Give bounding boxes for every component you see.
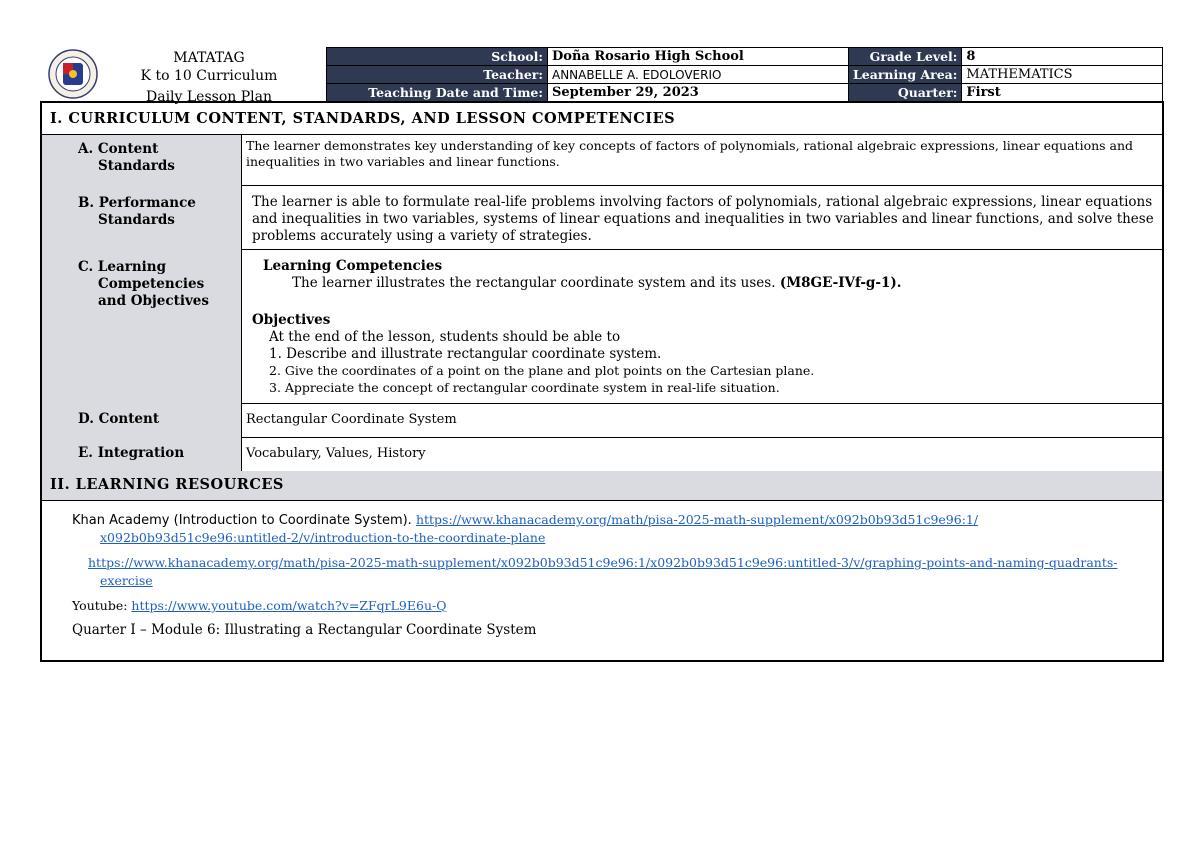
section-2-title: II. LEARNING RESOURCES bbox=[50, 476, 284, 493]
label-line: Standards bbox=[98, 158, 175, 174]
khan-resource-2-continued bbox=[100, 572, 153, 589]
competencies-code: (M8GE-IVf-g-1). bbox=[779, 275, 902, 291]
objective-item: 3. Appreciate the concept of rectangular coordinate system in real-life situation. bbox=[269, 380, 780, 395]
objectives-heading: Objectives bbox=[252, 312, 331, 328]
competencies-text: The learner illustrates the rectangular coordinate system and its uses. bbox=[292, 275, 776, 291]
header-title-block bbox=[44, 47, 326, 105]
quarter-value: First bbox=[962, 84, 1163, 102]
school-label: School: bbox=[327, 48, 548, 66]
content-standards-text: The learner demonstrates key understanding of key concepts of factors of polynomials, rational algebraic expressions, linear equations and inequalities in two variables and linear functions. bbox=[246, 138, 1134, 169]
performance-standards-text: The learner is able to formulate real-life problems involving factors of polynomials, rational algebraic expressions, linear equations and inequalities in two variables, systems of linear equations and inequalities in two variables and linear functions, and solve these problems accurately using a variety of strategies. bbox=[252, 194, 1154, 244]
khan-prefix: Khan Academy (Introduction to Coordinate System). bbox=[72, 513, 412, 528]
header-line-2: K to 10 Curriculum bbox=[140, 68, 278, 84]
khan-link-2[interactable]: https://www.khanacademy.org/math/pisa-2025-math-supplement/x092b0b93d51c9e96:1/x092b0b93d51c9e96:untitled-3/v/graphing-points-and-naming-quadrants- bbox=[88, 555, 1118, 570]
khan-link-2-continued[interactable]: exercise bbox=[100, 573, 153, 588]
label-line: B. Performance bbox=[78, 195, 196, 211]
section-2-header bbox=[42, 471, 1162, 501]
competencies-label bbox=[42, 249, 242, 403]
content-text: Rectangular Coordinate System bbox=[246, 412, 457, 427]
grade-level-value: 8 bbox=[962, 48, 1163, 66]
competencies-content bbox=[243, 249, 1162, 403]
competencies-heading: Learning Competencies bbox=[263, 258, 443, 274]
teaching-date-label: Teaching Date and Time: bbox=[327, 84, 548, 102]
khan-link-1[interactable]: https://www.khanacademy.org/math/pisa-2025-math-supplement/x092b0b93d51c9e96:1/ bbox=[415, 512, 979, 527]
youtube-resource bbox=[72, 597, 447, 614]
youtube-prefix: Youtube: bbox=[72, 598, 128, 613]
header-info-table bbox=[326, 47, 1163, 102]
module-resource: Quarter I – Module 6: Illustrating a Rectangular Coordinate System bbox=[72, 622, 537, 638]
performance-standards-row bbox=[42, 185, 1162, 250]
section-1-title: I. CURRICULUM CONTENT, STANDARDS, AND LESSON COMPETENCIES bbox=[50, 110, 676, 127]
label-line: and Objectives bbox=[98, 293, 209, 309]
content-standards-row bbox=[42, 135, 1162, 186]
school-value: Doña Rosario High School bbox=[548, 48, 849, 66]
integration-row bbox=[42, 437, 1162, 472]
khan-resource-1-continued bbox=[100, 529, 545, 546]
khan-resource-2 bbox=[88, 554, 1118, 571]
integration-label: E. Integration bbox=[42, 437, 242, 471]
label-line: C. Learning bbox=[78, 259, 167, 275]
integration-text: Vocabulary, Values, History bbox=[246, 446, 426, 461]
learning-area-label: Learning Area: bbox=[849, 66, 962, 84]
objective-item: 1. Describe and illustrate rectangular coordinate system. bbox=[269, 346, 662, 362]
khan-link-1-continued[interactable]: x092b0b93d51c9e96:untitled-2/v/introduction-to-the-coordinate-plane bbox=[100, 530, 546, 545]
section-1-header bbox=[42, 109, 1162, 135]
performance-standards-label bbox=[42, 185, 242, 249]
youtube-link[interactable]: https://www.youtube.com/watch?v=ZFqrL9E6u-Q bbox=[131, 598, 447, 613]
content-standards-label bbox=[42, 135, 242, 185]
grade-level-label: Grade Level: bbox=[849, 48, 962, 66]
competencies-statement bbox=[292, 275, 901, 291]
label-line: Competencies bbox=[98, 276, 205, 292]
header-line-3: Daily Lesson Plan bbox=[146, 89, 272, 105]
header-line-1: MATATAG bbox=[173, 50, 245, 66]
teacher-label: Teacher: bbox=[327, 66, 548, 84]
learning-area-value: MATHEMATICS bbox=[962, 66, 1163, 84]
content-label: D. Content bbox=[42, 403, 242, 437]
objectives-intro: At the end of the lesson, students should be able to bbox=[269, 329, 621, 345]
deped-seal-icon bbox=[48, 49, 98, 99]
teacher-value: ANNABELLE A. EDOLOVERIO bbox=[548, 66, 849, 84]
teaching-date-value: September 29, 2023 bbox=[548, 84, 849, 102]
label-line: A. Content bbox=[78, 141, 159, 157]
lesson-plan-table bbox=[40, 101, 1164, 662]
competencies-row bbox=[42, 249, 1162, 404]
content-row bbox=[42, 403, 1162, 438]
objective-item: 2. Give the coordinates of a point on the plane and plot points on the Cartesian plane. bbox=[269, 363, 815, 378]
quarter-label: Quarter: bbox=[849, 84, 962, 102]
label-line: Standards bbox=[98, 212, 175, 228]
khan-resource-1 bbox=[72, 511, 978, 529]
